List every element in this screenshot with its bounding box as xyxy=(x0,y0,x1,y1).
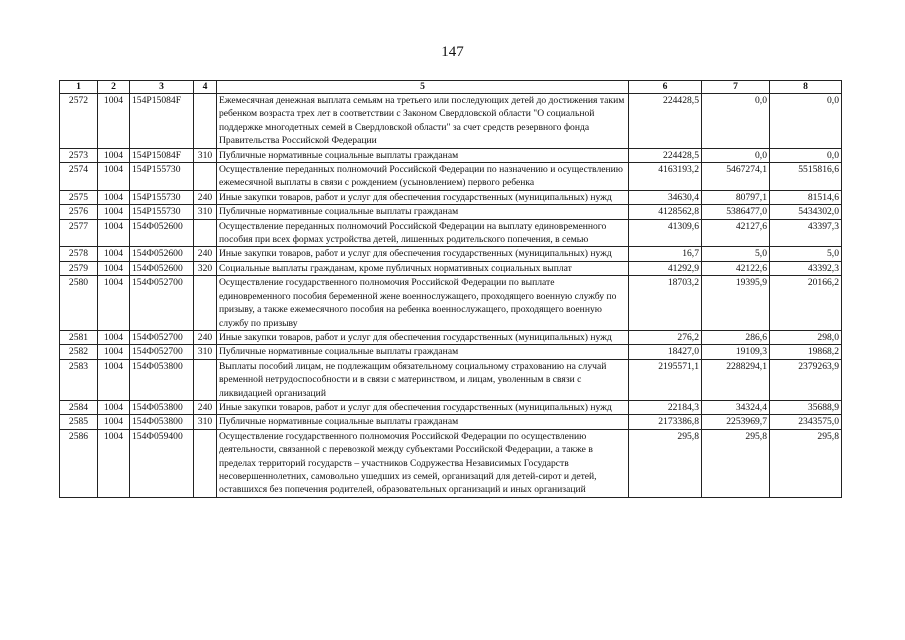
description-cell: Иные закупки товаров, работ и услуг для обеспечения государственных (муниципальных) нужд xyxy=(217,330,629,344)
table-row xyxy=(60,330,842,344)
target-article-cell: 154Ф053800 xyxy=(130,415,194,429)
expense-type-cell: 310 xyxy=(194,415,217,429)
section-code-cell: 1004 xyxy=(98,415,130,429)
amount-year2-cell: 19109,3 xyxy=(702,345,770,359)
table-row xyxy=(60,359,842,400)
description-cell: Иные закупки товаров, работ и услуг для обеспечения государственных (муниципальных) нужд xyxy=(217,190,629,204)
amount-year1-cell: 276,2 xyxy=(629,330,702,344)
description-cell: Публичные нормативные социальные выплаты гражданам xyxy=(217,148,629,162)
amount-year3-cell: 0,0 xyxy=(770,148,842,162)
amount-year1-cell: 41309,6 xyxy=(629,219,702,247)
amount-year2-cell: 0,0 xyxy=(702,94,770,149)
column-header: 2 xyxy=(98,81,130,94)
amount-year3-cell: 2343575,0 xyxy=(770,415,842,429)
row-number-cell: 2578 xyxy=(60,247,98,261)
section-code-cell: 1004 xyxy=(98,330,130,344)
section-code-cell: 1004 xyxy=(98,190,130,204)
row-number-cell: 2576 xyxy=(60,205,98,219)
description-cell: Иные закупки товаров, работ и услуг для обеспечения государственных (муниципальных) нужд xyxy=(217,400,629,414)
amount-year2-cell: 2288294,1 xyxy=(702,359,770,400)
description-cell: Осуществление государственного полномочия Российской Федерации по выплате единовременного пособия беременной жене военнослужащего, проходящего военную службу по призыву, а также ежемесячного пособия на ребенка военнослужащего, проходящего военную службу по призыву xyxy=(217,276,629,331)
amount-year1-cell: 2195571,1 xyxy=(629,359,702,400)
expense-type-cell xyxy=(194,163,217,191)
column-header: 8 xyxy=(770,81,842,94)
amount-year3-cell: 5434302,0 xyxy=(770,205,842,219)
amount-year1-cell: 4163193,2 xyxy=(629,163,702,191)
row-number-cell: 2572 xyxy=(60,94,98,149)
budget-table xyxy=(59,80,842,498)
column-header: 5 xyxy=(217,81,629,94)
description-cell: Публичные нормативные социальные выплаты гражданам xyxy=(217,345,629,359)
amount-year2-cell: 2253969,7 xyxy=(702,415,770,429)
target-article-cell: 154Ф053800 xyxy=(130,400,194,414)
amount-year2-cell: 80797,1 xyxy=(702,190,770,204)
amount-year3-cell: 43392,3 xyxy=(770,261,842,275)
amount-year3-cell: 298,0 xyxy=(770,330,842,344)
table-row xyxy=(60,94,842,149)
expense-type-cell xyxy=(194,219,217,247)
amount-year1-cell: 224428,5 xyxy=(629,148,702,162)
expense-type-cell: 320 xyxy=(194,261,217,275)
row-number-cell: 2586 xyxy=(60,429,98,497)
target-article-cell: 154P155730 xyxy=(130,163,194,191)
table-row xyxy=(60,148,842,162)
table-row xyxy=(60,276,842,331)
target-article-cell: 154Ф059400 xyxy=(130,429,194,497)
amount-year2-cell: 295,8 xyxy=(702,429,770,497)
amount-year1-cell: 16,7 xyxy=(629,247,702,261)
section-code-cell: 1004 xyxy=(98,219,130,247)
expense-type-cell: 310 xyxy=(194,205,217,219)
row-number-cell: 2579 xyxy=(60,261,98,275)
target-article-cell: 154Ф053800 xyxy=(130,359,194,400)
column-header: 7 xyxy=(702,81,770,94)
row-number-cell: 2575 xyxy=(60,190,98,204)
table-row xyxy=(60,261,842,275)
amount-year3-cell: 295,8 xyxy=(770,429,842,497)
section-code-cell: 1004 xyxy=(98,163,130,191)
amount-year1-cell: 18427,0 xyxy=(629,345,702,359)
amount-year1-cell: 18703,2 xyxy=(629,276,702,331)
expense-type-cell xyxy=(194,429,217,497)
row-number-cell: 2582 xyxy=(60,345,98,359)
target-article-cell: 154Ф052600 xyxy=(130,219,194,247)
table-row xyxy=(60,400,842,414)
amount-year2-cell: 5,0 xyxy=(702,247,770,261)
expense-type-cell: 310 xyxy=(194,148,217,162)
section-code-cell: 1004 xyxy=(98,345,130,359)
section-code-cell: 1004 xyxy=(98,429,130,497)
amount-year2-cell: 42122,6 xyxy=(702,261,770,275)
section-code-cell: 1004 xyxy=(98,400,130,414)
amount-year2-cell: 19395,9 xyxy=(702,276,770,331)
column-header: 4 xyxy=(194,81,217,94)
target-article-cell: 154P15084F xyxy=(130,148,194,162)
target-article-cell: 154P155730 xyxy=(130,190,194,204)
section-code-cell: 1004 xyxy=(98,247,130,261)
description-cell: Социальные выплаты гражданам, кроме публичных нормативных социальных выплат xyxy=(217,261,629,275)
amount-year3-cell: 5,0 xyxy=(770,247,842,261)
expense-type-cell: 240 xyxy=(194,247,217,261)
description-cell: Выплаты пособий лицам, не подлежащим обязательному социальному страхованию на случай временной нетрудоспособности и в связи с материнством, и лицам, уволенным в связи с ликвидацией организаций xyxy=(217,359,629,400)
amount-year2-cell: 286,6 xyxy=(702,330,770,344)
row-number-cell: 2573 xyxy=(60,148,98,162)
description-cell: Осуществление государственного полномочия Российской Федерации по осуществлению деятельности, связанной с перевозкой между субъектами Российской Федерации, а также в пределах территорий государств – участников Содружества Независимых Государств несовершеннолетних, самовольно ушедших из семей, организаций для детей-сирот и детей, оставшихся без попечения родителей, образовательных организаций и иных организаций xyxy=(217,429,629,497)
description-cell: Ежемесячная денежная выплата семьям на третьего или последующих детей до достижения таким ребенком возраста трех лет в соответствии с Законом Свердловской области "О социальной поддержке многодетных семей в Свердловской области" за счет средств резервного фонда Правительства Российской Федерации xyxy=(217,94,629,149)
amount-year1-cell: 2173386,8 xyxy=(629,415,702,429)
amount-year3-cell: 81514,6 xyxy=(770,190,842,204)
amount-year2-cell: 5386477,0 xyxy=(702,205,770,219)
amount-year1-cell: 34630,4 xyxy=(629,190,702,204)
description-cell: Публичные нормативные социальные выплаты гражданам xyxy=(217,205,629,219)
target-article-cell: 154Ф052700 xyxy=(130,345,194,359)
table-row xyxy=(60,429,842,497)
amount-year2-cell: 5467274,1 xyxy=(702,163,770,191)
description-cell: Осуществление переданных полномочий Российской Федерации на выплату единовременного пособия при всех формах устройства детей, лишенных родительского попечения, в семью xyxy=(217,219,629,247)
amount-year3-cell: 35688,9 xyxy=(770,400,842,414)
description-cell: Публичные нормативные социальные выплаты гражданам xyxy=(217,415,629,429)
amount-year3-cell: 20166,2 xyxy=(770,276,842,331)
table-row xyxy=(60,345,842,359)
table-row xyxy=(60,163,842,191)
amount-year2-cell: 42127,6 xyxy=(702,219,770,247)
expense-type-cell: 240 xyxy=(194,190,217,204)
expense-type-cell xyxy=(194,276,217,331)
amount-year1-cell: 22184,3 xyxy=(629,400,702,414)
expense-type-cell: 310 xyxy=(194,345,217,359)
expense-type-cell: 240 xyxy=(194,400,217,414)
amount-year3-cell: 19868,2 xyxy=(770,345,842,359)
amount-year2-cell: 34324,4 xyxy=(702,400,770,414)
amount-year3-cell: 43397,3 xyxy=(770,219,842,247)
row-number-cell: 2577 xyxy=(60,219,98,247)
table-body xyxy=(60,94,842,498)
row-number-cell: 2581 xyxy=(60,330,98,344)
row-number-cell: 2584 xyxy=(60,400,98,414)
column-header: 6 xyxy=(629,81,702,94)
section-code-cell: 1004 xyxy=(98,359,130,400)
amount-year1-cell: 41292,9 xyxy=(629,261,702,275)
table-row xyxy=(60,247,842,261)
table-row xyxy=(60,415,842,429)
table-row xyxy=(60,205,842,219)
description-cell: Иные закупки товаров, работ и услуг для обеспечения государственных (муниципальных) нужд xyxy=(217,247,629,261)
table-row xyxy=(60,190,842,204)
section-code-cell: 1004 xyxy=(98,261,130,275)
section-code-cell: 1004 xyxy=(98,276,130,331)
expense-type-cell xyxy=(194,359,217,400)
amount-year1-cell: 295,8 xyxy=(629,429,702,497)
expense-type-cell: 240 xyxy=(194,330,217,344)
expense-type-cell xyxy=(194,94,217,149)
amount-year2-cell: 0,0 xyxy=(702,148,770,162)
amount-year1-cell: 224428,5 xyxy=(629,94,702,149)
amount-year3-cell: 5515816,6 xyxy=(770,163,842,191)
target-article-cell: 154Ф052700 xyxy=(130,276,194,331)
table-row xyxy=(60,219,842,247)
row-number-cell: 2580 xyxy=(60,276,98,331)
target-article-cell: 154Ф052600 xyxy=(130,261,194,275)
description-cell: Осуществление переданных полномочий Российской Федерации по назначению и осуществлению ежемесячной выплаты в связи с рождением (усыновлением) первого ребенка xyxy=(217,163,629,191)
amount-year3-cell: 2379263,9 xyxy=(770,359,842,400)
section-code-cell: 1004 xyxy=(98,148,130,162)
column-header: 1 xyxy=(60,81,98,94)
row-number-cell: 2585 xyxy=(60,415,98,429)
target-article-cell: 154P155730 xyxy=(130,205,194,219)
page-number: 147 xyxy=(441,44,464,60)
row-number-cell: 2583 xyxy=(60,359,98,400)
row-number-cell: 2574 xyxy=(60,163,98,191)
target-article-cell: 154Ф052700 xyxy=(130,330,194,344)
section-code-cell: 1004 xyxy=(98,94,130,149)
amount-year3-cell: 0,0 xyxy=(770,94,842,149)
target-article-cell: 154Ф052600 xyxy=(130,247,194,261)
column-header: 3 xyxy=(130,81,194,94)
header-row xyxy=(60,81,842,94)
section-code-cell: 1004 xyxy=(98,205,130,219)
amount-year1-cell: 4128562,8 xyxy=(629,205,702,219)
target-article-cell: 154P15084F xyxy=(130,94,194,149)
